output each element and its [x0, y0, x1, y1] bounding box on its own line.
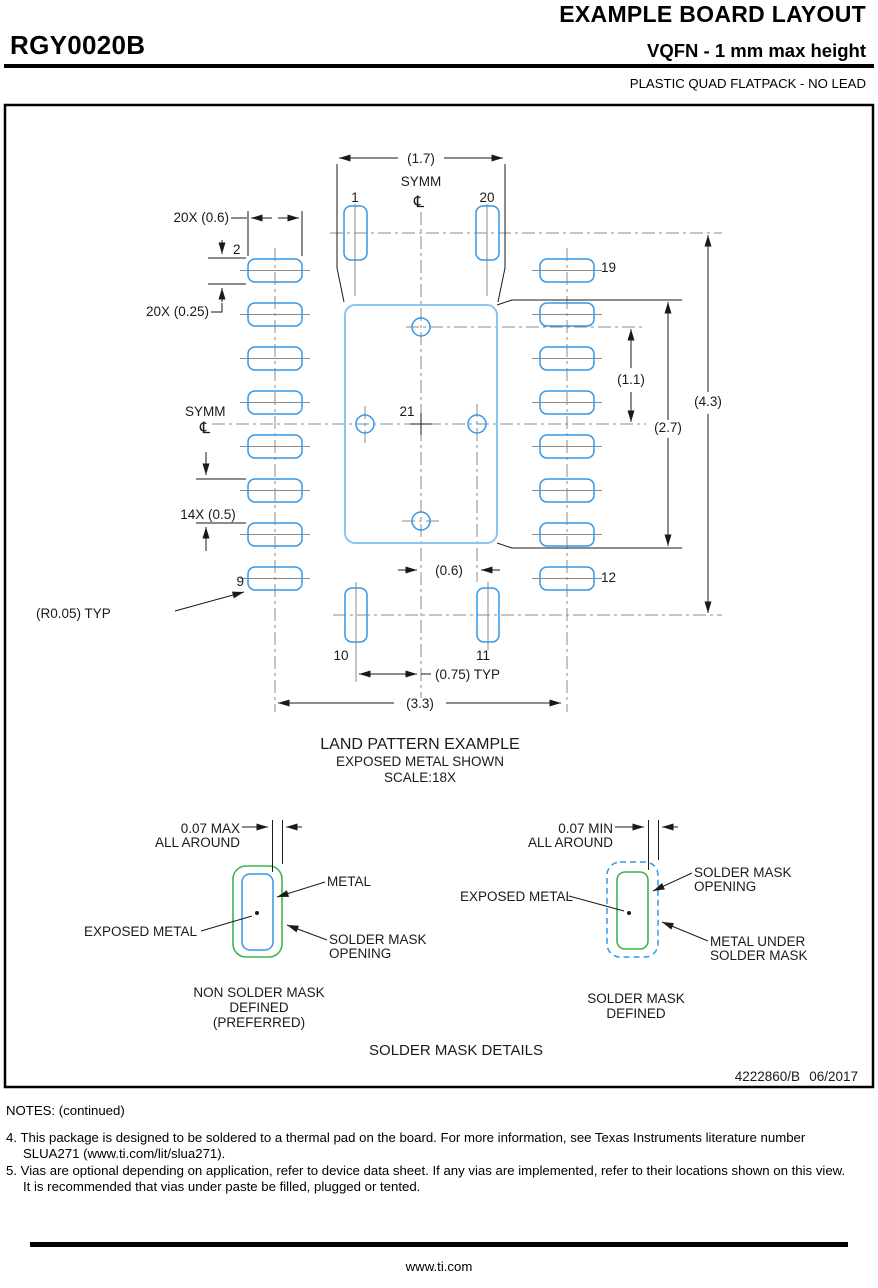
dim-20x0_25: 20X (0.25)	[145, 304, 209, 319]
dim-2_7: (2.7)	[654, 420, 682, 435]
symm-top-label: SYMM	[400, 174, 442, 189]
pad-crosshairs	[240, 204, 602, 682]
metal-under-label2: SOLDER MASK	[710, 948, 808, 963]
pin-label-11: 11	[475, 648, 491, 663]
smd-caption1: SOLDER MASK	[587, 991, 685, 1006]
note-text: This package is designed to be soldered to a thermal pad on the board. For more information, see Texas Instruments literature number SLUA271 (www.ti.com/lit/slua271).	[20, 1130, 806, 1162]
part-number: RGY0020B	[10, 30, 146, 60]
package-type: PLASTIC QUAD FLATPACK - NO LEAD	[629, 76, 866, 91]
note-item-4	[6, 1130, 852, 1162]
notes-heading: NOTES: (continued)	[6, 1103, 125, 1118]
exposed-metal-dot	[627, 911, 631, 915]
dim-14x0_5: 14X (0.5)	[180, 507, 236, 522]
land-pattern-caption: LAND PATTERN EXAMPLE	[320, 736, 520, 753]
page-title: EXAMPLE BOARD LAYOUT	[559, 1, 866, 27]
centerline-symbol: ℄	[413, 194, 425, 211]
exposed-metal-label: EXPOSED METAL	[84, 924, 198, 939]
pin-label-1: 1	[351, 190, 359, 205]
footer-url: www.ti.com	[405, 1259, 473, 1274]
note-text: Vias are optional depending on application, refer to device data sheet. If any vias are implemented, refer to their locations shown on this view. It is recommended that vias under paste be filled, plugged or tented.	[20, 1162, 846, 1194]
dim-0_75: (0.75) TYP	[435, 667, 501, 682]
solder-mask-details-title: SOLDER MASK DETAILS	[369, 1042, 543, 1059]
dim-r0_05: (R0.05) TYP	[36, 606, 111, 621]
smd-caption2: DEFINED	[606, 1006, 666, 1021]
note-number: 5.	[6, 1162, 17, 1178]
dim-20x0_6: 20X (0.6)	[173, 210, 229, 225]
pin-label-12: 12	[601, 570, 617, 585]
dim-3_3: (3.3)	[406, 696, 434, 711]
metal-under-label: METAL UNDER	[710, 934, 806, 949]
note-item-5	[6, 1163, 852, 1195]
note-number: 4.	[6, 1130, 17, 1146]
nsmd-all-around: ALL AROUND	[154, 835, 240, 850]
smd-detail	[460, 820, 808, 1021]
exposed-metal-label: EXPOSED METAL	[460, 889, 574, 904]
dimension-lines	[175, 158, 708, 703]
nsmd-caption2: DEFINED	[229, 1000, 289, 1015]
smd-all-around: ALL AROUND	[527, 835, 613, 850]
dim-1_1: (1.1)	[617, 372, 645, 387]
exposed-metal-caption: EXPOSED METAL SHOWN	[335, 754, 505, 769]
exposed-metal-dot	[255, 911, 259, 915]
nsmd-clearance: 0.07 MAX	[180, 821, 240, 836]
notes-section	[6, 1103, 852, 1195]
centerlines	[212, 212, 722, 712]
scale-caption: SCALE:18X	[383, 770, 457, 785]
nsmd-caption1: NON SOLDER MASK	[193, 985, 325, 1000]
solder-mask-opening-label: SOLDER MASK	[694, 865, 792, 880]
pin-label-20: 20	[479, 190, 495, 205]
smd-clearance: 0.07 MIN	[558, 821, 613, 836]
package-subtitle: VQFN - 1 mm max height	[647, 40, 866, 61]
pin-label-9: 9	[236, 574, 244, 589]
nsmd-caption3: (PREFERRED)	[212, 1015, 306, 1030]
nsmd-detail	[84, 820, 427, 1030]
footer-rule	[30, 1242, 848, 1247]
dim-4_3: (4.3)	[694, 394, 722, 409]
pin-label-19: 19	[601, 260, 617, 275]
dim-0_6: (0.6)	[435, 563, 463, 578]
solder-mask-opening-label: SOLDER MASK	[329, 932, 427, 947]
metal-under-mask-shape	[607, 862, 658, 957]
drawing-labels	[36, 151, 722, 785]
revision-date: 06/2017	[809, 1069, 858, 1084]
centerline-symbol: ℄	[199, 420, 211, 437]
pin-label-21: 21	[399, 404, 415, 419]
symm-left-label: SYMM	[185, 404, 226, 419]
pin-label-10: 10	[333, 648, 349, 663]
pin-label-2: 2	[233, 242, 241, 257]
dim-1_7: (1.7)	[407, 151, 435, 166]
solder-mask-opening-label2: OPENING	[694, 879, 757, 894]
revision-number: 4222860/B	[734, 1069, 800, 1084]
metal-label: METAL	[327, 874, 372, 889]
solder-mask-opening-label2: OPENING	[329, 946, 392, 961]
